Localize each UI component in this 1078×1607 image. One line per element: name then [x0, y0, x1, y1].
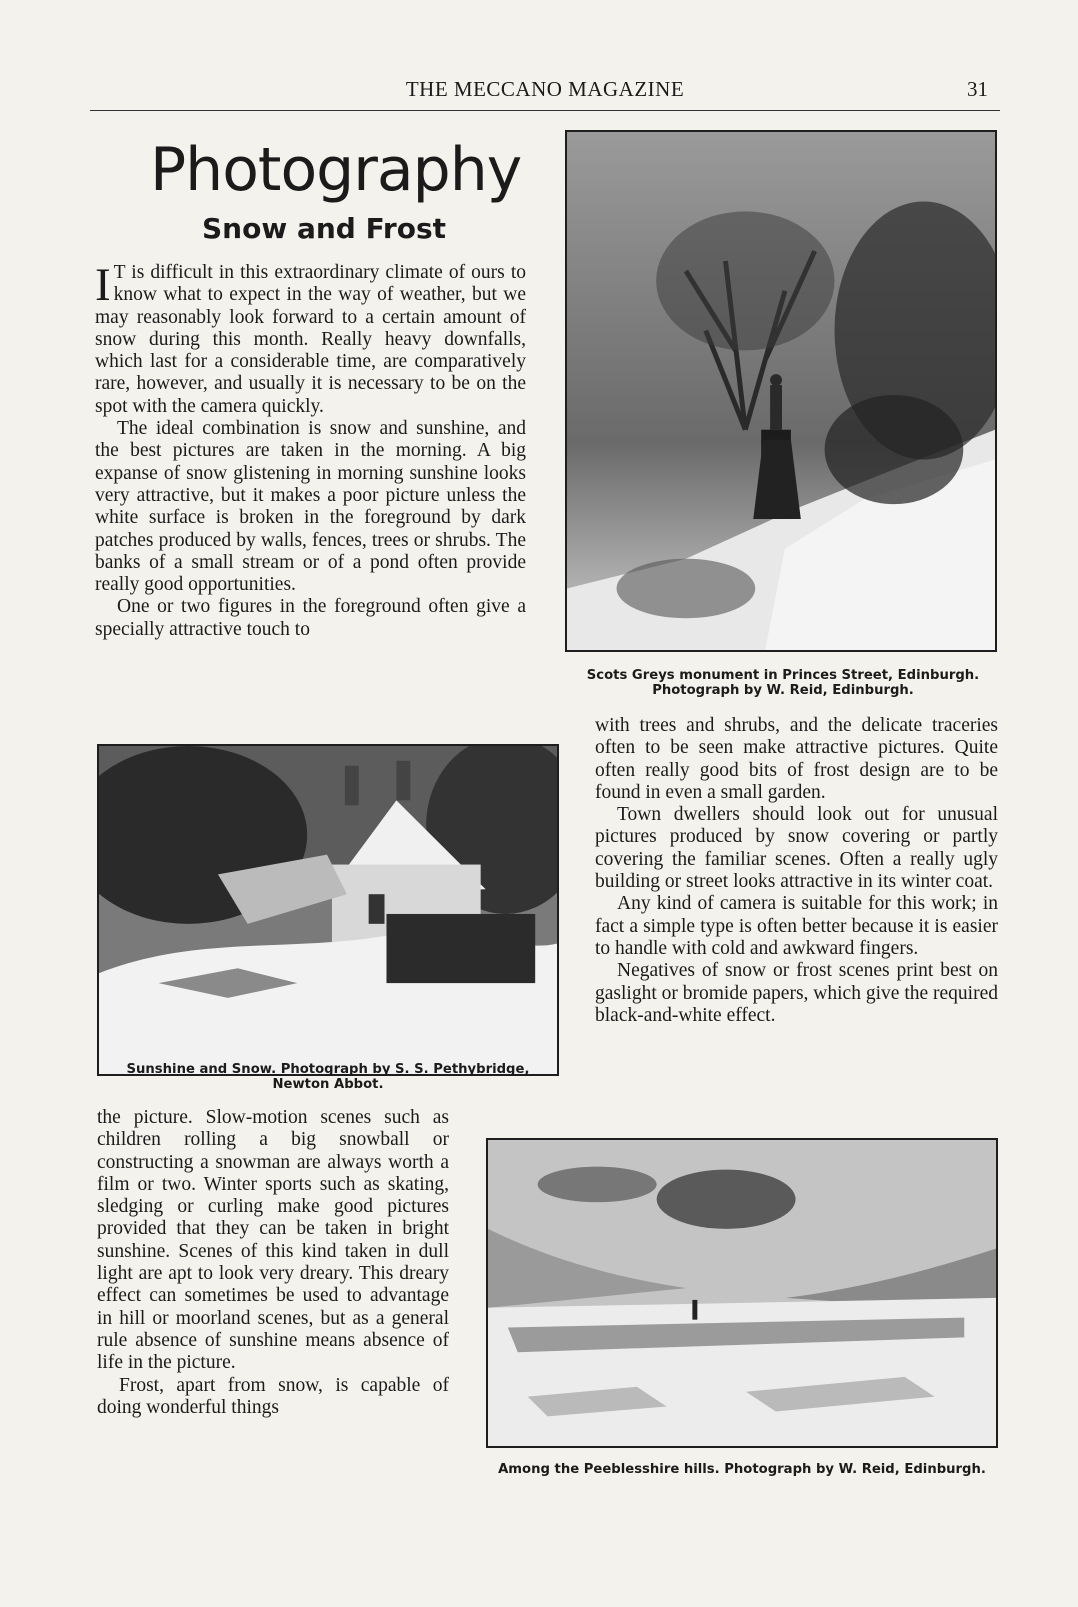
article-subtitle: Snow and Frost	[202, 212, 447, 245]
drop-cap: I	[95, 259, 111, 311]
paragraph: One or two figures in the foreground often give a specially attractive touch to	[95, 596, 526, 640]
caption-line: Among the Peeblesshire hills. Photograph by W. Reid, Edinburgh.	[498, 1462, 986, 1477]
caption-line: Scots Greys monument in Princes Street, Edinburgh.	[586, 668, 980, 683]
page-number: 31	[967, 77, 988, 101]
paragraph: the picture. Slow-motion scenes such as children rolling a big snowball or constructing a snowman are always worth a film or two. Winter sports such as skating, sledging or curling make good pictures provided that they can be taken in bright sunshine. Scenes of this kind taken in dull light are apt to look very dreary. This dreary effect can sometimes be used to advantage in hill or moorland scenes, but as a general rule absence of sunshine means absence of life in the picture.	[97, 1107, 449, 1374]
paragraph: Town dwellers should look out for unusual pictures produced by snow covering or partly covering the familiar scenes. Often a really ugly building or street looks attractive in its winter coat.	[595, 804, 998, 893]
caption-monument	[560, 668, 1006, 698]
article-title: Photography	[150, 135, 522, 205]
text-column-right	[595, 715, 998, 1027]
text-column-left-lower	[97, 1107, 449, 1419]
caption-cottage	[92, 1062, 564, 1092]
paragraph: The ideal combination is snow and sunshine, and the best pictures are taken in the morning. A big expanse of snow glistening in morning sunshine looks very attractive, but it makes a poor picture unless the white surface is broken in the foreground by dark patches produced by walls, fences, trees or shrubs. The banks of a small stream or of a pond often provide really good opportunities.	[95, 418, 526, 596]
caption-line: Photograph by W. Reid, Edinburgh.	[652, 683, 914, 698]
magazine-title: THE MECCANO MAGAZINE	[405, 77, 685, 101]
text-column-left-upper	[95, 259, 526, 641]
paragraph: Any kind of camera is suitable for this work; in fact a simple type is often better because it is easier to handle with cold and awkward fingers.	[595, 893, 998, 959]
photo-cottage	[97, 744, 559, 1076]
paragraph: Frost, apart from snow, is capable of doing wonderful things	[97, 1374, 449, 1418]
page-header	[90, 74, 1000, 111]
caption-line: Sunshine and Snow. Photograph by S. S. Pethybridge,	[126, 1062, 530, 1077]
caption-line: Newton Abbot.	[272, 1077, 384, 1092]
paragraph: Negatives of snow or frost scenes print best on gaslight or bromide papers, which give the required black-and-white effect.	[595, 960, 998, 1026]
photo-monument	[565, 130, 997, 652]
photo-hills	[486, 1138, 998, 1448]
caption-hills	[480, 1462, 1004, 1477]
paragraph: with trees and shrubs, and the delicate traceries often to be seen make attractive pictures. Quite often really good bits of frost design are to be found in even a small garden.	[595, 715, 998, 803]
paragraph-intro: I T is difficult in this extraordinary climate of ours to know what to expect in the way of weather, but we may reasonably look forward to a certain amount of snow during this month. Really heavy downfalls, which last for a considerable time, are comparatively rare, however, and usually it is necessary to be on the spot with the camera quickly.	[95, 259, 526, 417]
